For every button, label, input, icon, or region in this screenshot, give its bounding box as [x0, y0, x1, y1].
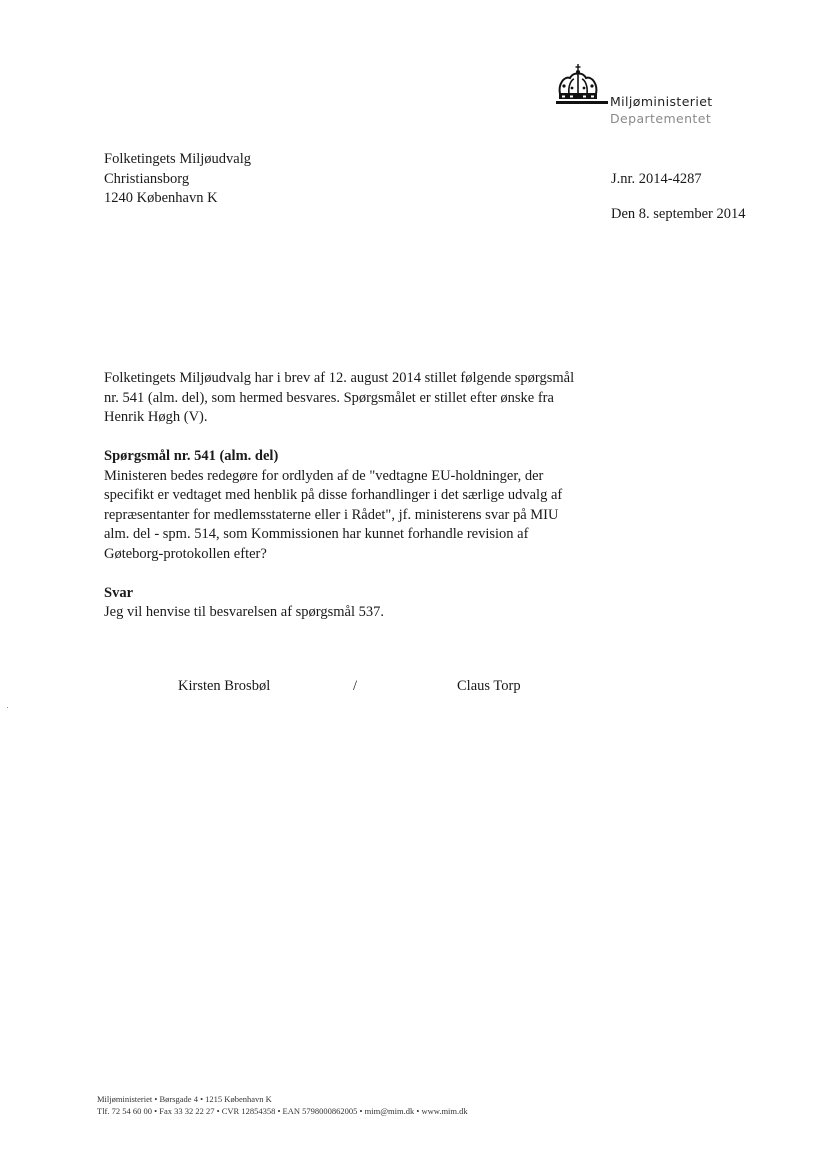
- ministry-logo: [556, 64, 726, 128]
- question-heading: Spørgsmål nr. 541 (alm. del): [104, 448, 279, 464]
- ministry-name: Miljøministeriet: [610, 94, 713, 109]
- signature-separator: /: [353, 678, 358, 694]
- question-line: repræsentanter for medlemsstaterne eller i Rådet", jf. ministerens svar på MIU: [104, 506, 559, 523]
- letter-footer: [97, 1094, 468, 1117]
- journal-number: J.nr. 2014-4287: [611, 171, 702, 187]
- question-line: Ministeren bedes redegøre for ordlyden af de "vedtagne EU-holdninger, der: [104, 467, 544, 484]
- recipient-line: Folketingets Miljøudvalg: [104, 151, 252, 167]
- question-line: specifikt er vedtaget med henblik på disse forhandlinger i det særlige udvalg af: [104, 487, 563, 503]
- intro-line: nr. 541 (alm. del), som hermed besvares. Spørgsmålet er stillet efter ønske fra: [104, 389, 554, 406]
- royal-crown-icon: [556, 64, 608, 112]
- answer-heading: Svar: [104, 584, 133, 601]
- intro-line: Henrik Høgh (V).: [104, 409, 208, 425]
- signature-second: Claus Torp: [457, 678, 521, 694]
- answer-line: Jeg vil henvise til besvarelsen af spørgsmål 537.: [104, 604, 385, 620]
- letter-body: [104, 369, 624, 623]
- footer-address: Miljøministeriet • Børsgade 4 • 1215 København K: [97, 1094, 272, 1104]
- question-line: alm. del - spm. 514, som Kommissionen har kunnet forhandle revision af: [104, 526, 529, 542]
- intro-line: Folketingets Miljøudvalg har i brev af 12. august 2014 stillet følgende spørgsmål: [104, 370, 575, 386]
- recipient-address: [104, 150, 251, 209]
- footer-contact: Tlf. 72 54 60 00 • Fax 33 32 22 27 • CVR 12854358 • EAN 5798000862005 • mim@mim.dk • www.mim.dk: [97, 1105, 468, 1116]
- recipient-line: Christiansborg: [104, 170, 190, 187]
- question-line: Gøteborg-protokollen efter?: [104, 545, 267, 562]
- scan-artifact: [7, 707, 8, 708]
- recipient-line: 1240 København K: [104, 190, 218, 206]
- letter-date: Den 8. september 2014: [611, 206, 746, 222]
- department-name: Departementet: [610, 111, 712, 126]
- signature-first: Kirsten Brosbøl: [178, 678, 271, 694]
